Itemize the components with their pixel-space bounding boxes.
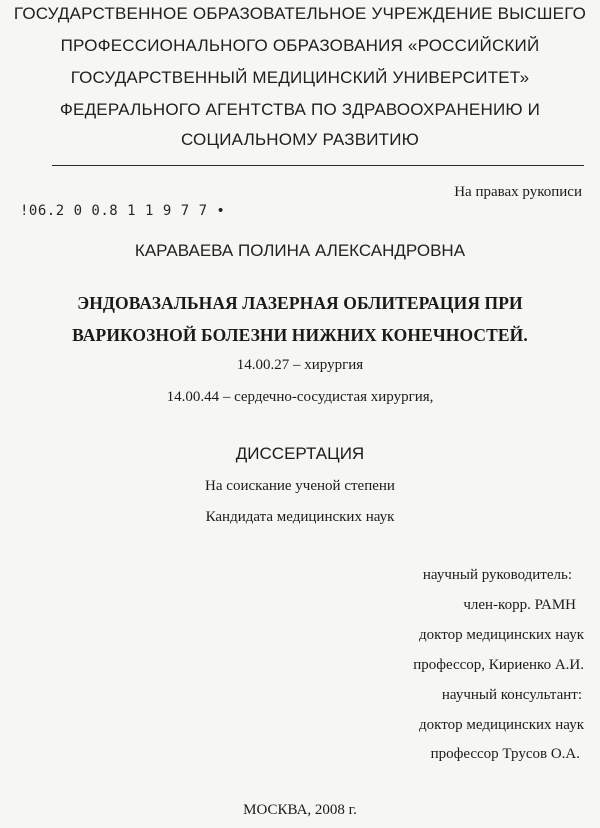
institution-line-3: ГОСУДАРСТВЕННЫЙ МЕДИЦИНСКИЙ УНИВЕРСИТЕТ» (70, 68, 530, 87)
supervisor-academy-title: член-корр. РАМН (463, 597, 576, 613)
institution-line-1: ГОСУДАРСТВЕННОЕ ОБРАЗОВАТЕЛЬНОЕ УЧРЕЖДЕНИЕ ВЫСШЕГО (13, 4, 587, 23)
supervisor-heading: научный руководитель: (422, 567, 572, 583)
header-divider (52, 165, 584, 166)
supervisor-degree: доктор медицинских наук (419, 627, 584, 643)
consultant-name: профессор Трусов О.А. (430, 746, 580, 762)
degree-line-2: Кандидата медицинских наук (205, 509, 395, 525)
library-stamp-number: !06.2 0 0.8 1 1 9 7 7 • (20, 203, 226, 219)
thesis-title-line-2: ВАРИКОЗНОЙ БОЛЕЗНИ НИЖНИХ КОНЕЧНОСТЕЙ. (72, 325, 528, 345)
thesis-title-line-1: ЭНДОВАЗАЛЬНАЯ ЛАЗЕРНАЯ ОБЛИТЕРАЦИЯ ПРИ (77, 293, 523, 313)
manuscript-note: На правах рукописи (454, 184, 582, 200)
specialty-surgery: 14.00.27 – хирургия (236, 357, 364, 373)
supervisor-name: профессор, Кириенко А.И. (413, 657, 584, 673)
document-type: ДИССЕРТАЦИЯ (235, 444, 365, 463)
city-year: МОСКВА, 2008 г. (243, 802, 357, 818)
institution-line-4: ФЕДЕРАЛЬНОГО АГЕНТСТВА ПО ЗДРАВООХРАНЕНИЮ И (59, 100, 541, 119)
specialty-cardiovascular-surgery: 14.00.44 – сердечно-сосудистая хирургия, (166, 389, 434, 405)
institution-line-5: СОЦИАЛЬНОМУ РАЗВИТИЮ (180, 130, 420, 149)
consultant-heading: научный консультант: (441, 687, 582, 703)
degree-line-1: На соискание ученой степени (205, 478, 395, 494)
institution-line-2: ПРОФЕССИОНАЛЬНОГО ОБРАЗОВАНИЯ «РОССИЙСКИЙ (60, 36, 540, 55)
author-name: КАРАВАЕВА ПОЛИНА АЛЕКСАНДРОВНА (134, 241, 466, 260)
consultant-degree: доктор медицинских наук (419, 717, 584, 733)
